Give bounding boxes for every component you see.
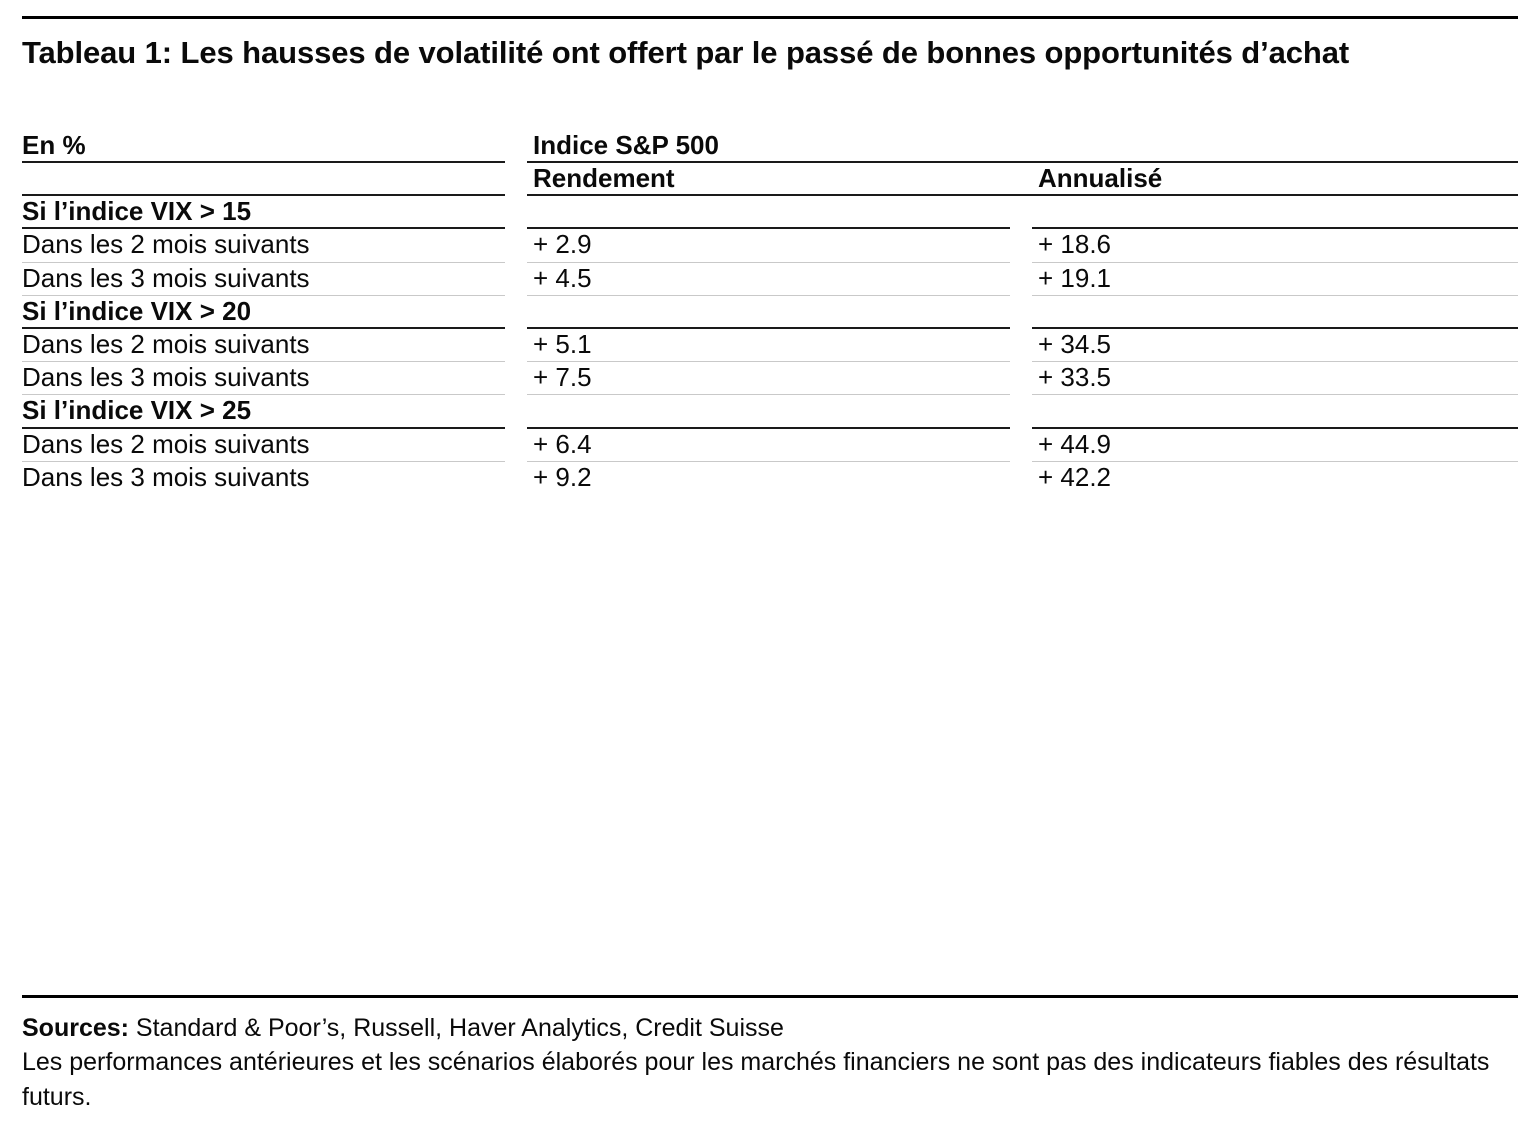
footer-rule: [22, 995, 1518, 998]
page-title: Tableau 1: Les hausses de volatilité ont offert par le passé de bonnes opportunités d’achat: [22, 35, 1350, 70]
group-header-row: [22, 196, 1518, 227]
row-label: Dans les 3 mois suivants: [22, 461, 310, 492]
column-header-rendement: Rendement: [533, 163, 675, 194]
top-rule: [22, 16, 1518, 19]
table-header-row-sub: [22, 163, 1518, 194]
cell-annualise: + 42.2: [1038, 461, 1112, 492]
cell-rendement: + 6.4: [533, 428, 592, 459]
row-label: Dans les 2 mois suivants: [22, 428, 310, 459]
group-blank: [527, 296, 1032, 327]
row-label: Dans les 3 mois suivants: [22, 362, 310, 393]
cell-rendement: + 5.1: [533, 329, 592, 360]
row-label: Dans les 3 mois suivants: [22, 262, 310, 293]
column-header-annualise: Annualisé: [1038, 163, 1163, 194]
group-blank: [527, 395, 1032, 426]
sources-text: Standard & Poor’s, Russell, Haver Analytics, Credit Suisse: [128, 1014, 784, 1042]
group-blank: [527, 196, 1032, 227]
figure-footer: [22, 995, 1518, 1114]
data-table: [22, 130, 1518, 493]
group-blank: [1032, 395, 1518, 426]
sources-line: [22, 1012, 1518, 1045]
group-blank: [1032, 296, 1518, 327]
column-header-unit: En %: [22, 129, 86, 160]
group-label-vix20: Si l’indice VIX > 20: [22, 295, 252, 326]
cell-annualise: + 18.6: [1038, 229, 1112, 260]
table-header-row-super: [22, 130, 1518, 161]
cell-rendement: + 7.5: [533, 362, 592, 393]
cell-rendement: + 9.2: [533, 461, 592, 492]
cell-annualise: + 34.5: [1038, 329, 1112, 360]
cell-annualise: + 19.1: [1038, 262, 1112, 293]
group-header-row: [22, 395, 1518, 426]
row-label: Dans les 2 mois suivants: [22, 229, 310, 260]
table-row: [22, 229, 1518, 260]
table-row: [22, 362, 1518, 393]
group-blank: [1032, 196, 1518, 227]
cell-annualise: + 44.9: [1038, 428, 1112, 459]
sources-label: Sources:: [22, 1014, 129, 1042]
table-row: [22, 462, 1518, 493]
cell-rendement: + 4.5: [533, 262, 592, 293]
column-header-blank: [22, 163, 527, 194]
table-row: [22, 429, 1518, 460]
cell-annualise: + 33.5: [1038, 362, 1112, 393]
table-row: [22, 263, 1518, 294]
cell-rendement: + 2.9: [533, 229, 592, 260]
group-label-vix15: Si l’indice VIX > 15: [22, 196, 252, 227]
group-label-vix25: Si l’indice VIX > 25: [22, 395, 252, 426]
column-header-super: Indice S&P 500: [533, 129, 719, 160]
table-figure: [0, 16, 1540, 1132]
row-label: Dans les 2 mois suivants: [22, 329, 310, 360]
group-header-row: [22, 296, 1518, 327]
table-row: [22, 329, 1518, 360]
disclaimer-text: Les performances antérieures et les scénarios élaborés pour les marchés financiers ne sont pas des indicateurs fiables des résultats futurs.: [22, 1048, 1490, 1111]
